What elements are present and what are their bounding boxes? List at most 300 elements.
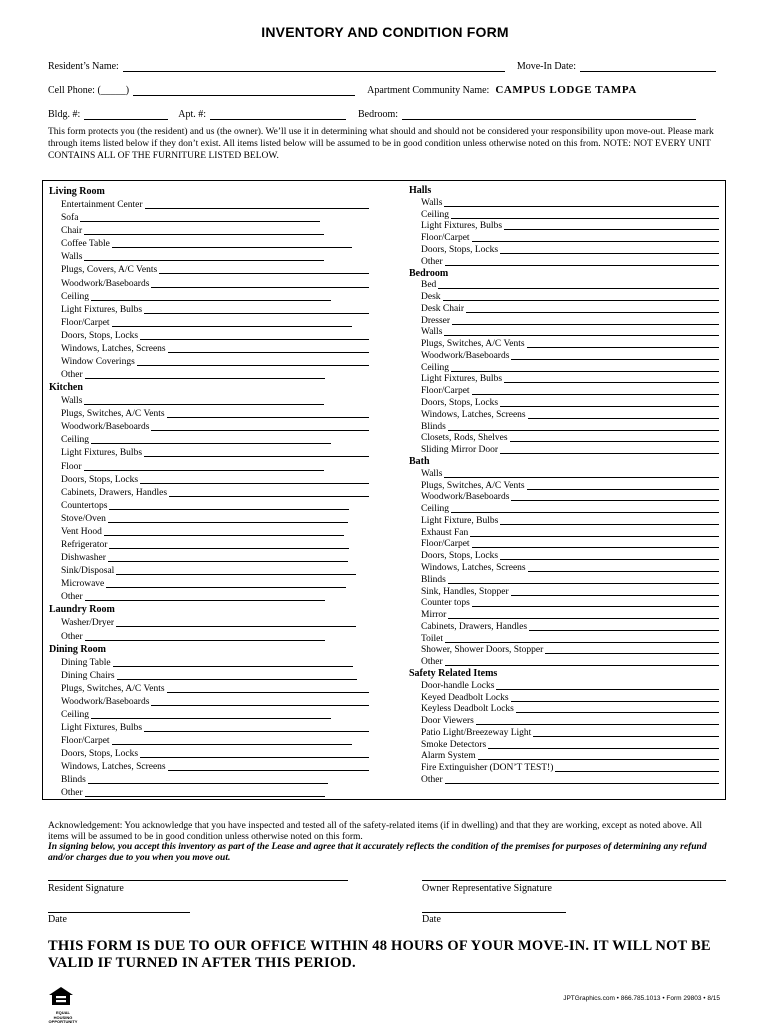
- intro-paragraph: This form protects you (the resident) and us (the owner). We’ll use it in determining what should and should not be considered your responsibility upon move-out. Please mark through items listed below if they don’t exist. All items listed below will be assumed to be in good condition unless otherwise noted on this from. NOTE: NOT EVERY UNIT CONTAINS ALL OF THE FURNITURE LISTED BELOW.: [48, 127, 714, 161]
- inventory-item-label: Microwave: [61, 579, 105, 590]
- inventory-item-label: Windows, Latches, Screens: [61, 343, 166, 354]
- inventory-item-living-room-plugs-covers-a-c-vents: [49, 263, 369, 276]
- header-row-resident: [48, 56, 720, 72]
- acknowledgement-text: Acknowledgement: You acknowledge that you have inspected and tested all of the safety-related items (if in dwelling) and that they are working, except as noted above. All items will be assumed to be in good condition unless otherwise noted on this form.: [48, 821, 702, 842]
- inventory-item-kitchen-light-fixtures-bulbs: [49, 446, 369, 459]
- inventory-item-label: Light Fixtures, Bulbs: [61, 722, 143, 733]
- inventory-item-label: Dresser: [421, 315, 451, 326]
- inventory-item-label: Walls: [421, 197, 443, 208]
- inventory-item-label: Dishwasher: [61, 553, 106, 564]
- inventory-item-condition-line[interactable]: [448, 430, 719, 431]
- inventory-item-condition-line[interactable]: [117, 679, 357, 680]
- inventory-item-bedroom-closets-rods-shelves: [409, 433, 719, 445]
- inventory-item-label: Walls: [421, 327, 443, 338]
- inventory-item-condition-line[interactable]: [545, 653, 719, 654]
- inventory-item-condition-line[interactable]: [438, 288, 719, 289]
- inventory-item-condition-line[interactable]: [500, 453, 719, 454]
- inventory-item-label: Chair: [61, 226, 83, 237]
- inventory-item-condition-line[interactable]: [451, 218, 719, 219]
- section-title-kitchen: Kitchen: [49, 382, 83, 394]
- inventory-item-bedroom-sliding-mirror-door: [409, 444, 719, 456]
- inventory-item-living-room-woodwork-baseboards: [49, 276, 369, 289]
- inventory-item-label: Other: [421, 774, 443, 785]
- inventory-item-dining-room-light-fixtures-bulbs: [49, 721, 369, 734]
- inventory-left-column: [49, 185, 369, 799]
- inventory-item-condition-line[interactable]: [444, 335, 719, 336]
- inventory-item-label: Ceiling: [421, 504, 449, 515]
- apt-field[interactable]: [210, 108, 346, 120]
- apt-label: Apt. #:: [178, 109, 207, 120]
- inventory-item-label: Toilet: [421, 633, 444, 644]
- inventory-item-label: Woodwork/Baseboards: [61, 422, 150, 433]
- inventory-item-dining-room-doors-stops-locks: [49, 747, 369, 760]
- inventory-item-condition-line[interactable]: [470, 536, 719, 537]
- due-notice: THIS FORM IS DUE TO OUR OFFICE WITHIN 48 HOURS OF YOUR MOVE-IN. IT WILL NOT BE VALID IF TURNED IN AFTER THIS PERIOD.: [48, 938, 711, 971]
- inventory-item-label: Shower, Shower Doors, Stopper: [421, 645, 544, 656]
- inventory-item-condition-line[interactable]: [528, 418, 719, 419]
- inventory-item-bath-mirror: [409, 609, 719, 621]
- inventory-item-safety-related-items-patio-light-breezeway-light: [409, 727, 719, 739]
- inventory-item-condition-line[interactable]: [151, 430, 369, 431]
- inventory-item-condition-line[interactable]: [478, 759, 719, 760]
- inventory-item-label: Window Coverings: [61, 357, 135, 368]
- inventory-item-label: Bed: [421, 280, 437, 291]
- cell-phone-label: Cell Phone: (_____): [48, 85, 130, 96]
- inventory-item-bedroom-dresser: [409, 315, 719, 327]
- inventory-item-condition-line[interactable]: [516, 712, 719, 713]
- inventory-item-label: Floor: [61, 461, 82, 472]
- inventory-item-label: Alarm System: [421, 751, 476, 762]
- inventory-item-condition-line[interactable]: [511, 359, 719, 360]
- inventory-item-condition-line[interactable]: [137, 365, 369, 366]
- inventory-item-label: Plugs, Switches, A/C Vents: [421, 480, 525, 491]
- inventory-item-condition-line[interactable]: [85, 796, 325, 797]
- inventory-item-label: Closets, Rods, Shelves: [421, 433, 508, 444]
- owner-signature-line[interactable]: [422, 880, 726, 881]
- inventory-item-dining-room-windows-latches-screens: [49, 760, 369, 773]
- inventory-item-label: Blinds: [421, 421, 446, 432]
- inventory-item-label: Walls: [61, 396, 83, 407]
- inventory-item-condition-line[interactable]: [80, 221, 320, 222]
- apartment-community-label: Apartment Community Name:: [367, 85, 490, 96]
- owner-date-label: Date: [422, 914, 441, 925]
- inventory-item-condition-line[interactable]: [106, 587, 346, 588]
- inventory-item-kitchen-vent-hood: [49, 525, 369, 538]
- signing-statement: In signing below, you accept this inventory as part of the Lease and agree that it accurately reflects the condition of the premises for purposes of determining any refund and/or charges due to you when you move out.: [48, 842, 707, 863]
- section-title-dining-room: Dining Room: [49, 643, 106, 655]
- inventory-item-label: Counter tops: [421, 598, 470, 609]
- resident-date-line[interactable]: [48, 912, 190, 913]
- inventory-item-bath-plugs-switches-a-c-vents: [409, 480, 719, 492]
- inventory-item-condition-line[interactable]: [445, 665, 719, 666]
- inventory-item-kitchen-stove-oven: [49, 512, 369, 525]
- inventory-item-dining-room-dining-chairs: [49, 669, 369, 682]
- inventory-item-label: Sliding Mirror Door: [421, 445, 499, 456]
- inventory-item-condition-line[interactable]: [84, 404, 324, 405]
- inventory-item-safety-related-items-alarm-system: [409, 751, 719, 763]
- inventory-item-label: Ceiling: [421, 209, 449, 220]
- inventory-item-label: Floor/Carpet: [421, 386, 470, 397]
- equal-housing-house-icon: [48, 986, 74, 1006]
- inventory-item-kitchen-refrigerator: [49, 538, 369, 551]
- inventory-item-living-room-windows-latches-screens: [49, 342, 369, 355]
- inventory-item-condition-line[interactable]: [140, 757, 369, 758]
- inventory-item-label: Sofa: [61, 213, 79, 224]
- inventory-item-kitchen-cabinets-drawers-handles: [49, 486, 369, 499]
- inventory-item-label: Doors, Stops, Locks: [421, 398, 499, 409]
- inventory-item-label: Vent Hood: [61, 526, 102, 537]
- inventory-right-column: [409, 185, 719, 786]
- inventory-item-condition-line[interactable]: [444, 206, 719, 207]
- header-row-phone: [48, 80, 720, 96]
- inventory-item-label: Floor/Carpet: [421, 539, 470, 550]
- inventory-item-condition-line[interactable]: [145, 208, 369, 209]
- inventory-item-condition-line[interactable]: [169, 496, 369, 497]
- inventory-item-condition-line[interactable]: [113, 666, 353, 667]
- inventory-item-condition-line[interactable]: [476, 724, 719, 725]
- inventory-item-label: Light Fixtures, Bulbs: [421, 374, 503, 385]
- inventory-item-dining-room-other: [49, 786, 369, 799]
- inventory-item-label: Plugs, Switches, A/C Vents: [421, 339, 525, 350]
- inventory-item-label: Doors, Stops, Locks: [61, 330, 139, 341]
- inventory-item-condition-line[interactable]: [448, 618, 719, 619]
- inventory-item-bath-shower-shower-doors-stopper: [409, 645, 719, 657]
- inventory-item-bath-walls: [409, 468, 719, 480]
- inventory-item-condition-line[interactable]: [91, 718, 331, 719]
- owner-signature-label: Owner Representative Signature: [422, 883, 552, 894]
- inventory-item-condition-line[interactable]: [144, 313, 369, 314]
- inventory-item-label: Walls: [61, 252, 83, 263]
- inventory-item-label: Coffee Table: [61, 239, 110, 250]
- inventory-item-condition-line[interactable]: [472, 606, 719, 607]
- inventory-item-dining-room-ceiling: [49, 708, 369, 721]
- inventory-item-bedroom-plugs-switches-a-c-vents: [409, 338, 719, 350]
- inventory-item-condition-line[interactable]: [445, 265, 719, 266]
- inventory-item-condition-line[interactable]: [112, 247, 352, 248]
- inventory-item-condition-line[interactable]: [488, 748, 719, 749]
- inventory-item-label: Blinds: [421, 574, 446, 585]
- inventory-item-safety-related-items-keyed-deadbolt-locks: [409, 692, 719, 704]
- inventory-item-condition-line[interactable]: [472, 394, 719, 395]
- inventory-item-bedroom-blinds: [409, 421, 719, 433]
- inventory-item-label: Floor/Carpet: [61, 317, 110, 328]
- inventory-item-bedroom-desk: [409, 291, 719, 303]
- inventory-item-living-room-other: [49, 368, 369, 381]
- inventory-item-condition-line[interactable]: [504, 229, 719, 230]
- inventory-item-condition-line[interactable]: [85, 600, 325, 601]
- inventory-item-bedroom-ceiling: [409, 362, 719, 374]
- inventory-item-condition-line[interactable]: [108, 522, 348, 523]
- inventory-item-kitchen-floor: [49, 459, 369, 472]
- inventory-item-condition-line[interactable]: [527, 489, 719, 490]
- inventory-item-label: Woodwork/Baseboards: [61, 696, 150, 707]
- inventory-item-condition-line[interactable]: [85, 378, 325, 379]
- resident-signature-line[interactable]: [48, 880, 348, 881]
- bedroom-field[interactable]: [402, 108, 696, 120]
- inventory-item-label: Ceiling: [61, 435, 89, 446]
- inventory-item-label: Sink/Disposal: [61, 566, 115, 577]
- inventory-item-label: Stove/Oven: [61, 513, 106, 524]
- inventory-item-condition-line[interactable]: [84, 234, 324, 235]
- inventory-item-label: Light Fixtures, Bulbs: [421, 221, 503, 232]
- inventory-item-kitchen-doors-stops-locks: [49, 473, 369, 486]
- inventory-item-condition-line[interactable]: [88, 783, 328, 784]
- inventory-item-label: Other: [61, 592, 83, 603]
- inventory-item-living-room-window-coverings: [49, 355, 369, 368]
- inventory-item-label: Cabinets, Drawers, Handles: [61, 487, 168, 498]
- resident-name-field[interactable]: [123, 60, 505, 72]
- inventory-item-bedroom-desk-chair: [409, 303, 719, 315]
- inventory-item-dining-room-floor-carpet: [49, 734, 369, 747]
- inventory-item-condition-line[interactable]: [144, 731, 369, 732]
- inventory-item-condition-line[interactable]: [496, 689, 719, 690]
- inventory-item-label: Sink, Handles, Stopper: [421, 586, 509, 597]
- cell-phone-field[interactable]: [133, 84, 355, 96]
- inventory-item-laundry-room-washer-dryer: [49, 616, 369, 629]
- inventory-item-kitchen-walls: [49, 394, 369, 407]
- inventory-item-dining-room-blinds: [49, 773, 369, 786]
- inventory-item-halls-walls: [409, 197, 719, 209]
- header-row-unit: [48, 104, 720, 120]
- inventory-item-condition-line[interactable]: [533, 736, 719, 737]
- inventory-item-condition-line[interactable]: [151, 705, 369, 706]
- inventory-item-condition-line[interactable]: [443, 300, 719, 301]
- inventory-item-bath-light-fixture-bulbs: [409, 515, 719, 527]
- inventory-item-label: Ceiling: [421, 362, 449, 373]
- inventory-item-bath-woodwork-baseboards: [409, 492, 719, 504]
- inventory-item-label: Washer/Dryer: [61, 618, 115, 629]
- move-in-date-label: Move-In Date:: [516, 61, 576, 72]
- inventory-item-bedroom-floor-carpet: [409, 385, 719, 397]
- inventory-item-label: Woodwork/Baseboards: [61, 278, 150, 289]
- inventory-item-label: Refrigerator: [61, 540, 108, 551]
- inventory-item-label: Other: [61, 370, 83, 381]
- inventory-item-condition-line[interactable]: [167, 417, 369, 418]
- inventory-item-condition-line[interactable]: [168, 770, 369, 771]
- inventory-item-condition-line[interactable]: [451, 371, 719, 372]
- section-title-bath: Bath: [409, 456, 430, 468]
- inventory-item-condition-line[interactable]: [528, 571, 719, 572]
- inventory-item-condition-line[interactable]: [529, 630, 719, 631]
- inventory-item-label: Floor/Carpet: [61, 736, 110, 747]
- inventory-item-safety-related-items-door-viewers: [409, 715, 719, 727]
- inventory-item-condition-line[interactable]: [144, 456, 369, 457]
- inventory-item-condition-line[interactable]: [500, 406, 719, 407]
- inventory-item-kitchen-ceiling: [49, 433, 369, 446]
- section-title-bedroom: Bedroom: [409, 267, 449, 279]
- inventory-item-label: Other: [421, 256, 443, 267]
- inventory-item-condition-line[interactable]: [451, 512, 719, 513]
- inventory-item-bedroom-walls: [409, 327, 719, 339]
- inventory-item-label: Floor/Carpet: [421, 233, 470, 244]
- inventory-item-label: Plugs, Covers, A/C Vents: [61, 265, 158, 276]
- inventory-item-label: Doors, Stops, Locks: [421, 244, 499, 255]
- inventory-item-halls-ceiling: [409, 209, 719, 221]
- inventory-item-condition-line[interactable]: [555, 771, 719, 772]
- inventory-item-label: Desk: [421, 292, 441, 303]
- inventory-item-label: Windows, Latches, Screens: [421, 409, 526, 420]
- inventory-item-condition-line[interactable]: [510, 441, 719, 442]
- inventory-item-bedroom-doors-stops-locks: [409, 397, 719, 409]
- owner-date-line[interactable]: [422, 912, 566, 913]
- inventory-item-laundry-room-other: [49, 629, 369, 642]
- inventory-item-condition-line[interactable]: [472, 547, 719, 548]
- inventory-item-safety-related-items-door-handle-locks: [409, 680, 719, 692]
- inventory-item-safety-related-items-other: [409, 774, 719, 786]
- inventory-item-halls-doors-stops-locks: [409, 244, 719, 256]
- inventory-item-label: Woodwork/Baseboards: [421, 492, 510, 503]
- inventory-item-bedroom-windows-latches-screens: [409, 409, 719, 421]
- inventory-item-condition-line[interactable]: [91, 443, 331, 444]
- inventory-item-dining-room-woodwork-baseboards: [49, 695, 369, 708]
- inventory-item-halls-other: [409, 256, 719, 268]
- inventory-item-condition-line[interactable]: [500, 524, 719, 525]
- inventory-item-label: Door-handle Locks: [421, 680, 495, 691]
- inventory-item-label: Other: [421, 657, 443, 668]
- inventory-item-bedroom-light-fixtures-bulbs: [409, 374, 719, 386]
- inventory-item-condition-line[interactable]: [159, 273, 369, 274]
- inventory-item-condition-line[interactable]: [445, 783, 719, 784]
- inventory-box: [42, 180, 726, 800]
- inventory-item-kitchen-dishwasher: [49, 551, 369, 564]
- inventory-item-label: Windows, Latches, Screens: [421, 562, 526, 573]
- inventory-item-condition-line[interactable]: [168, 352, 369, 353]
- inventory-item-condition-line[interactable]: [500, 559, 719, 560]
- bedroom-label: Bedroom:: [358, 109, 399, 120]
- inventory-item-condition-line[interactable]: [108, 561, 348, 562]
- move-in-date-field[interactable]: [580, 60, 716, 72]
- inventory-item-living-room-sofa: [49, 211, 369, 224]
- inventory-item-kitchen-other: [49, 590, 369, 603]
- inventory-item-bath-floor-carpet: [409, 539, 719, 551]
- inventory-item-label: Woodwork/Baseboards: [421, 350, 510, 361]
- equal-housing-logo: [48, 986, 78, 1025]
- inventory-item-label: Countertops: [61, 500, 108, 511]
- inventory-item-label: Doors, Stops, Locks: [421, 551, 499, 562]
- inventory-item-bath-counter-tops: [409, 598, 719, 610]
- inventory-item-bath-toilet: [409, 633, 719, 645]
- inventory-item-condition-line[interactable]: [84, 260, 324, 261]
- inventory-item-label: Doors, Stops, Locks: [61, 749, 139, 760]
- inventory-item-bath-other: [409, 656, 719, 668]
- inventory-item-label: Walls: [421, 468, 443, 479]
- inventory-item-condition-line[interactable]: [167, 692, 369, 693]
- inventory-item-living-room-entertainment-center: [49, 198, 369, 211]
- inventory-item-halls-floor-carpet: [409, 232, 719, 244]
- inventory-item-condition-line[interactable]: [112, 744, 352, 745]
- section-title-safety-related-items: Safety Related Items: [409, 668, 498, 680]
- inventory-item-safety-related-items-smoke-detectors: [409, 739, 719, 751]
- inventory-item-label: Ceiling: [61, 709, 89, 720]
- footer-text: JPTGraphics.com • 866.785.1013 • Form 29803 • 8/15: [563, 995, 720, 1002]
- inventory-item-living-room-chair: [49, 224, 369, 237]
- inventory-item-label: Other: [61, 631, 83, 642]
- inventory-item-condition-line[interactable]: [466, 312, 719, 313]
- inventory-item-label: Smoke Detectors: [421, 739, 487, 750]
- inventory-item-condition-line[interactable]: [444, 477, 719, 478]
- inventory-item-label: Plugs, Switches, A/C Vents: [61, 683, 165, 694]
- bldg-label: Bldg. #:: [48, 109, 81, 120]
- inventory-item-label: Cabinets, Drawers, Handles: [421, 621, 528, 632]
- inventory-item-condition-line[interactable]: [85, 640, 325, 641]
- inventory-item-condition-line[interactable]: [452, 324, 719, 325]
- bldg-field[interactable]: [84, 108, 168, 120]
- inventory-item-kitchen-woodwork-baseboards: [49, 420, 369, 433]
- inventory-item-label: Fire Extinguisher (DON’T TEST!): [421, 763, 554, 774]
- inventory-item-condition-line[interactable]: [116, 574, 356, 575]
- inventory-item-label: Ceiling: [61, 291, 89, 302]
- inventory-item-label: Door Viewers: [421, 716, 474, 727]
- inventory-item-condition-line[interactable]: [112, 326, 352, 327]
- inventory-item-living-room-walls: [49, 250, 369, 263]
- inventory-item-condition-line[interactable]: [151, 287, 369, 288]
- inventory-item-condition-line[interactable]: [448, 583, 719, 584]
- form-title: INVENTORY AND CONDITION FORM: [261, 24, 509, 40]
- inventory-item-bath-doors-stops-locks: [409, 550, 719, 562]
- section-title-living-room: Living Room: [49, 186, 105, 197]
- resident-signature-label: Resident Signature: [48, 883, 124, 894]
- inventory-item-label: Desk Chair: [421, 303, 465, 314]
- inventory-item-condition-line[interactable]: [500, 253, 719, 254]
- inventory-item-kitchen-countertops: [49, 499, 369, 512]
- inventory-item-condition-line[interactable]: [91, 300, 331, 301]
- inventory-item-living-room-light-fixtures-bulbs: [49, 303, 369, 316]
- inventory-item-label: Plugs, Switches, A/C Vents: [61, 409, 165, 420]
- inventory-item-bedroom-woodwork-baseboards: [409, 350, 719, 362]
- inventory-item-condition-line[interactable]: [504, 382, 719, 383]
- inventory-item-condition-line[interactable]: [109, 509, 349, 510]
- inventory-item-bath-cabinets-drawers-handles: [409, 621, 719, 633]
- resident-date-label: Date: [48, 914, 67, 925]
- inventory-item-label: Light Fixtures, Bulbs: [61, 304, 143, 315]
- inventory-item-living-room-coffee-table: [49, 237, 369, 250]
- inventory-item-condition-line[interactable]: [527, 347, 719, 348]
- resident-name-label: Resident’s Name:: [48, 61, 119, 72]
- inventory-item-label: Exhaust Fan: [421, 527, 469, 538]
- section-title-halls: Halls: [409, 185, 432, 196]
- inventory-item-living-room-ceiling: [49, 290, 369, 303]
- inventory-item-kitchen-microwave: [49, 577, 369, 590]
- inventory-item-bath-ceiling: [409, 503, 719, 515]
- inventory-item-condition-line[interactable]: [511, 500, 719, 501]
- inventory-item-label: Light Fixtures, Bulbs: [61, 448, 143, 459]
- inventory-item-label: Windows, Latches, Screens: [61, 762, 166, 773]
- inventory-item-condition-line[interactable]: [511, 701, 719, 702]
- inventory-item-condition-line[interactable]: [140, 339, 369, 340]
- inventory-item-label: Keyed Deadbolt Locks: [421, 692, 509, 703]
- inventory-item-label: Keyless Deadbolt Locks: [421, 704, 514, 715]
- inventory-item-label: Blinds: [61, 775, 86, 786]
- inventory-item-condition-line[interactable]: [140, 483, 369, 484]
- inventory-item-bath-blinds: [409, 574, 719, 586]
- inventory-item-dining-room-dining-table: [49, 656, 369, 669]
- inventory-item-condition-line[interactable]: [511, 595, 719, 596]
- inventory-item-kitchen-sink-disposal: [49, 564, 369, 577]
- inventory-item-halls-light-fixtures-bulbs: [409, 221, 719, 233]
- inventory-item-label: Dining Chairs: [61, 670, 115, 681]
- inventory-item-label: Patio Light/Breezeway Light: [421, 727, 532, 738]
- inventory-item-label: Dining Table: [61, 657, 111, 668]
- inventory-item-kitchen-plugs-switches-a-c-vents: [49, 407, 369, 420]
- inventory-item-condition-line[interactable]: [116, 626, 356, 627]
- inventory-item-condition-line[interactable]: [104, 535, 344, 536]
- inventory-item-label: Mirror: [421, 610, 447, 621]
- inventory-item-condition-line[interactable]: [109, 548, 349, 549]
- inventory-item-living-room-doors-stops-locks: [49, 329, 369, 342]
- inventory-item-condition-line[interactable]: [84, 470, 324, 471]
- inventory-item-condition-line[interactable]: [445, 642, 719, 643]
- inventory-item-condition-line[interactable]: [472, 241, 719, 242]
